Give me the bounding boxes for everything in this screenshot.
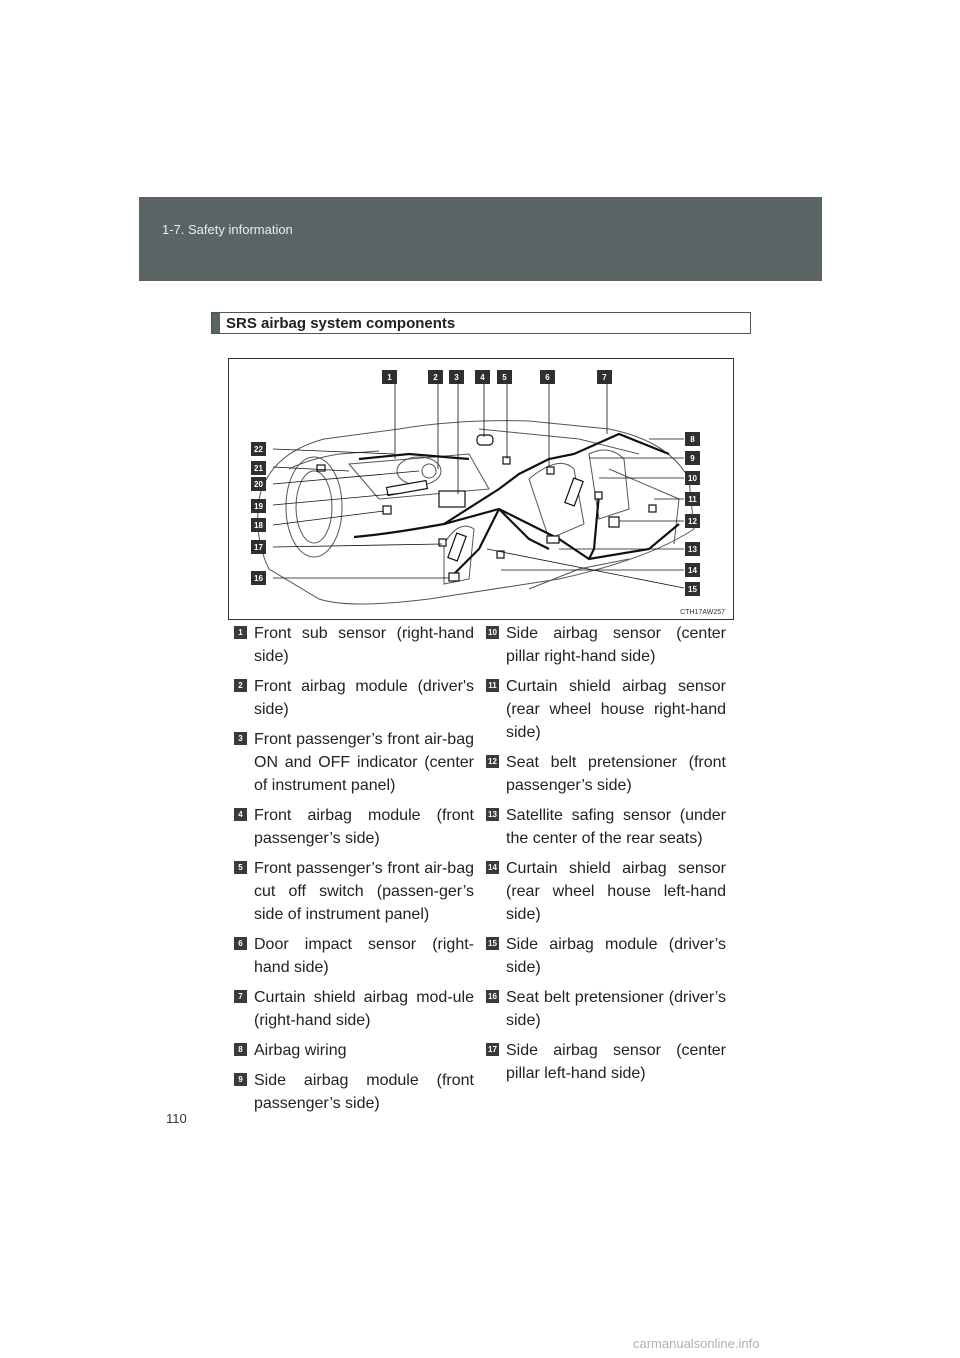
section-title: SRS airbag system components [226,315,456,332]
callout-15: 15 [685,582,700,596]
legend-number-badge: 9 [234,1073,247,1086]
legend-text: Seat belt pretensioner (front passenger’s side) [506,754,726,794]
legend-item-5 [234,857,474,926]
figure-code: CTH17AW257 [680,609,725,616]
legend-text: Satellite safing sensor (under the center of the rear seats) [506,807,726,847]
callout-5: 5 [497,370,512,384]
callout-8: 8 [685,432,700,446]
legend-item-10 [486,622,726,668]
legend-number-badge: 1 [234,626,247,639]
callout-12: 12 [685,514,700,528]
legend-item-7 [234,986,474,1032]
callout-11: 11 [685,492,700,506]
callout-14: 14 [685,563,700,577]
legend-item-8 [234,1039,474,1062]
legend-number-badge: 6 [234,937,247,950]
legend-number-badge: 3 [234,732,247,745]
legend-text: Front passenger’s front air-bag cut off switch (passen-ger’s side of instrument panel) [254,860,474,923]
legend-item-2 [234,675,474,721]
legend-number-badge: 15 [486,937,499,950]
legend-number-badge: 8 [234,1043,247,1056]
airbag-components-diagram [228,358,734,620]
legend-item-17 [486,1039,726,1085]
legend-number-badge: 5 [234,861,247,874]
callout-19: 19 [251,499,266,513]
legend-item-11 [486,675,726,744]
page-number: 110 [166,1111,187,1126]
legend-item-9 [234,1069,474,1115]
legend-number-badge: 16 [486,990,499,1003]
legend-text: Front passenger’s front air-bag ON and OFF indicator (center of instrument panel) [254,731,474,794]
legend-text: Side airbag sensor (center pillar right-hand side) [506,625,726,665]
chapter-header [139,197,822,281]
callout-18: 18 [251,518,266,532]
legend-text: Curtain shield airbag sensor (rear wheel house left-hand side) [506,860,726,923]
legend-item-15 [486,933,726,979]
callout-3: 3 [449,370,464,384]
legend-item-3 [234,728,474,797]
callout-17: 17 [251,540,266,554]
callout-13: 13 [685,542,700,556]
legend-item-12 [486,751,726,797]
legend-text: Seat belt pretensioner (driver’s side) [506,989,726,1029]
callout-16: 16 [251,571,266,585]
legend-item-16 [486,986,726,1032]
car-illustration [229,359,733,619]
callout-2: 2 [428,370,443,384]
legend-number-badge: 7 [234,990,247,1003]
callout-20: 20 [251,477,266,491]
legend-left [234,622,474,1122]
callout-10: 10 [685,471,700,485]
watermark: carmanualsonline.info [633,1336,760,1351]
legend-text: Front airbag module (front passenger’s side) [254,807,474,847]
section-label: 1-7. Safety information [162,222,293,237]
legend-number-badge: 4 [234,808,247,821]
legend-right [486,622,726,1092]
callout-4: 4 [475,370,490,384]
legend-text: Airbag wiring [254,1042,347,1059]
legend-number-badge: 11 [486,679,499,692]
legend-number-badge: 17 [486,1043,499,1056]
legend-item-6 [234,933,474,979]
legend-text: Door impact sensor (right-hand side) [254,936,474,976]
legend-item-1 [234,622,474,668]
callout-9: 9 [685,451,700,465]
section-title-bar [211,312,751,334]
callout-1: 1 [382,370,397,384]
callout-21: 21 [251,461,266,475]
callout-22: 22 [251,442,266,456]
legend-item-4 [234,804,474,850]
legend-text: Front sub sensor (right-hand side) [254,625,474,665]
legend-item-14 [486,857,726,926]
legend-text: Side airbag module (front passenger’s side) [254,1072,474,1112]
legend-text: Side airbag module (driver’s side) [506,936,726,976]
legend-number-badge: 13 [486,808,499,821]
legend-number-badge: 2 [234,679,247,692]
legend-number-badge: 12 [486,755,499,768]
legend-text: Curtain shield airbag mod-ule (right-hand side) [254,989,474,1029]
legend-text: Front airbag module (driver's side) [254,678,474,718]
legend-text: Curtain shield airbag sensor (rear wheel house right-hand side) [506,678,726,741]
legend-text: Side airbag sensor (center pillar left-hand side) [506,1042,726,1082]
callout-6: 6 [540,370,555,384]
legend-number-badge: 14 [486,861,499,874]
legend-number-badge: 10 [486,626,499,639]
title-accent [212,313,220,333]
callout-7: 7 [597,370,612,384]
legend-item-13 [486,804,726,850]
